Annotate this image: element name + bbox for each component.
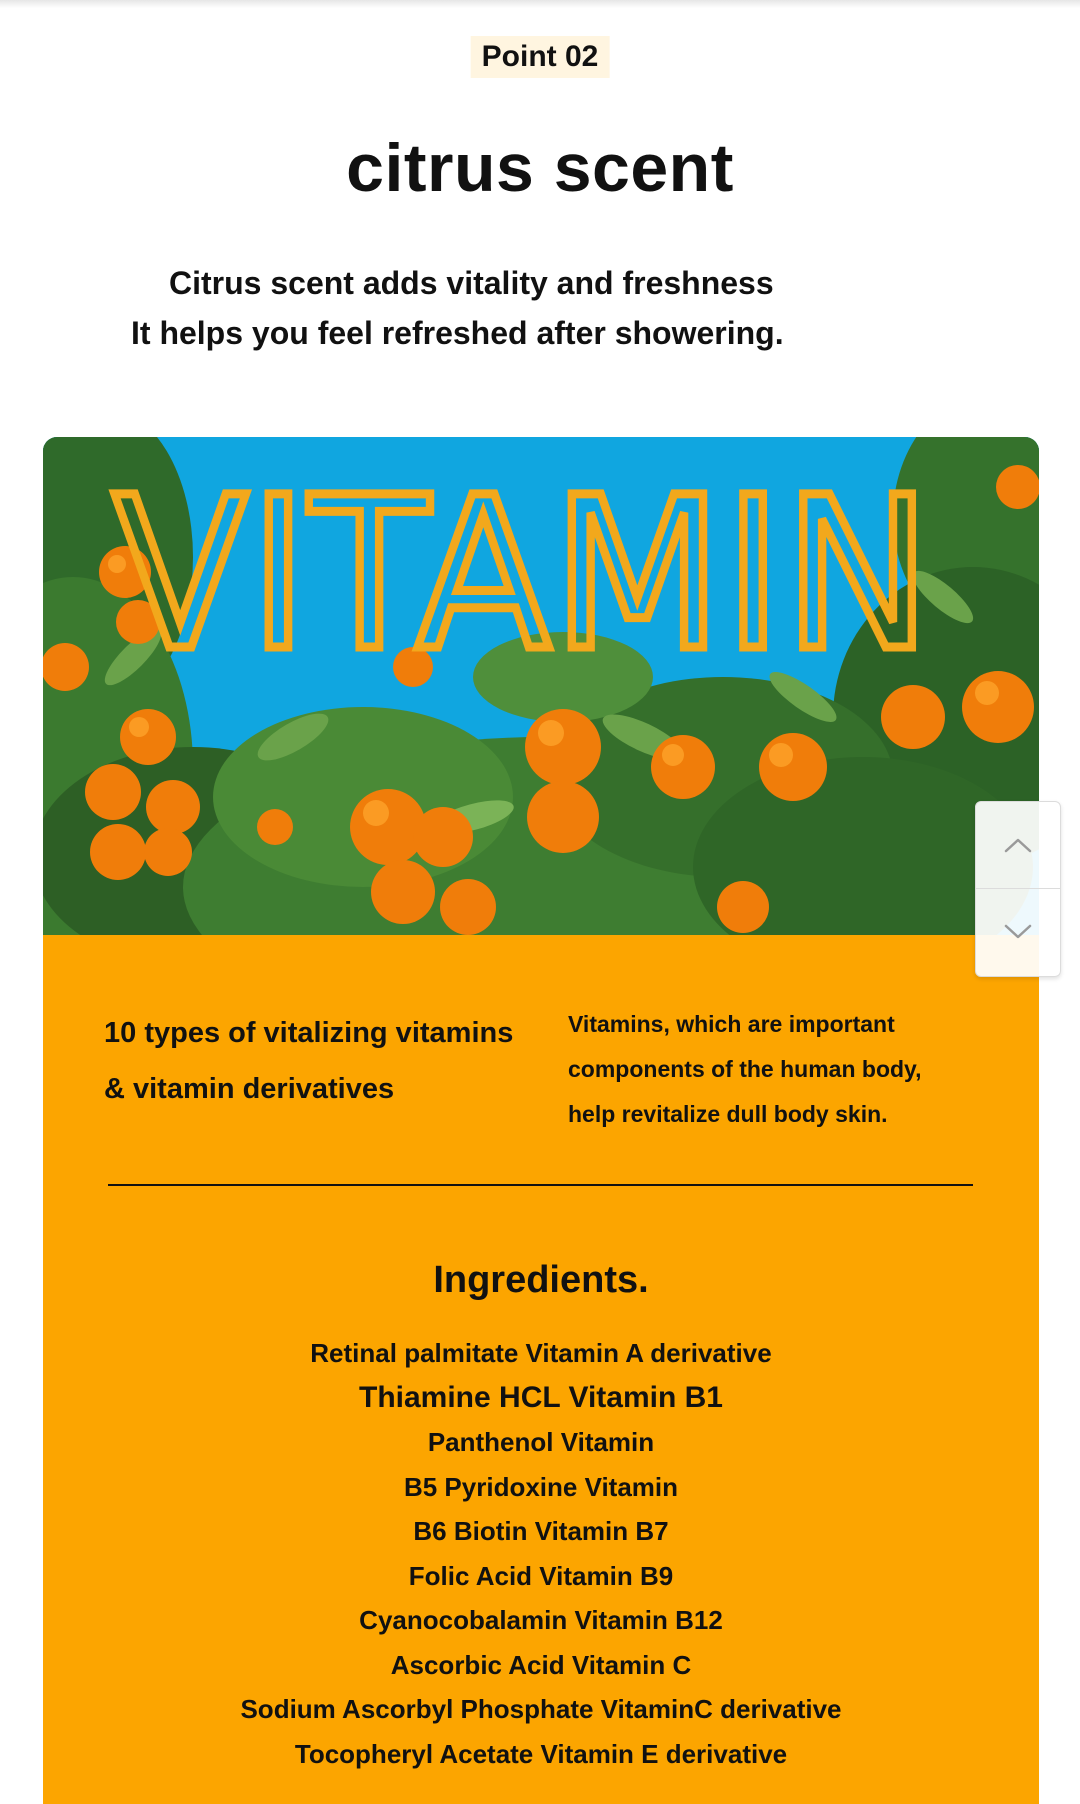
point-badge: Point 02: [471, 36, 610, 78]
ingredients-list: [43, 1331, 1039, 1776]
chevron-down-icon: [1003, 923, 1033, 941]
section-title: citrus scent: [346, 130, 734, 206]
orange-tree-illustration: [43, 437, 1039, 935]
ingredient-item: Retinal palmitate Vitamin A derivative: [310, 1338, 772, 1368]
scroll-controls: [975, 801, 1061, 977]
vitamin-card: [43, 437, 1039, 1804]
top-shadow: [0, 0, 1080, 8]
ingredient-item: B5 Pyridoxine Vitamin: [403, 1471, 679, 1502]
ingredient-item: Ascorbic Acid Vitamin C: [390, 1649, 692, 1680]
feature-summary-line: 10 types of vitalizing vitamins: [104, 1017, 514, 1049]
ingredient-item: Sodium Ascorbyl Phosphate VitaminC derivative: [240, 1694, 842, 1724]
description-line: Citrus scent adds vitality and freshness: [169, 265, 774, 301]
ingredient-item: Cyanocobalamin Vitamin B12: [359, 1605, 723, 1635]
hero-image: [43, 437, 1039, 935]
feature-summary-line: & vitamin derivatives: [104, 1073, 395, 1105]
ingredient-item: Thiamine HCL Vitamin B1: [359, 1380, 723, 1414]
ingredient-item: Folic Acid Vitamin B9: [408, 1560, 674, 1591]
feature-description-line: Vitamins, which are important: [568, 1011, 895, 1037]
divider: [108, 1184, 973, 1186]
feature-description-line: components of the human body,: [568, 1056, 922, 1082]
scroll-up-button[interactable]: [976, 802, 1060, 889]
scroll-down-button[interactable]: [976, 889, 1060, 975]
ingredient-item: B6 Biotin Vitamin B7: [413, 1516, 669, 1546]
feature-description: [568, 1002, 998, 1137]
ingredient-item: Panthenol Vitamin: [427, 1427, 655, 1457]
ingredient-item: Tocopheryl Acetate Vitamin E derivative: [294, 1738, 788, 1769]
ingredients-title: Ingredients.: [433, 1259, 649, 1301]
hero-overlay-text: VITAMIN: [113, 452, 933, 697]
description-line: It helps you feel refreshed after showering.: [131, 315, 784, 351]
feature-summary: [104, 1005, 534, 1117]
chevron-up-icon: [1003, 836, 1033, 854]
feature-description-line: help revitalize dull body skin.: [568, 1101, 888, 1127]
